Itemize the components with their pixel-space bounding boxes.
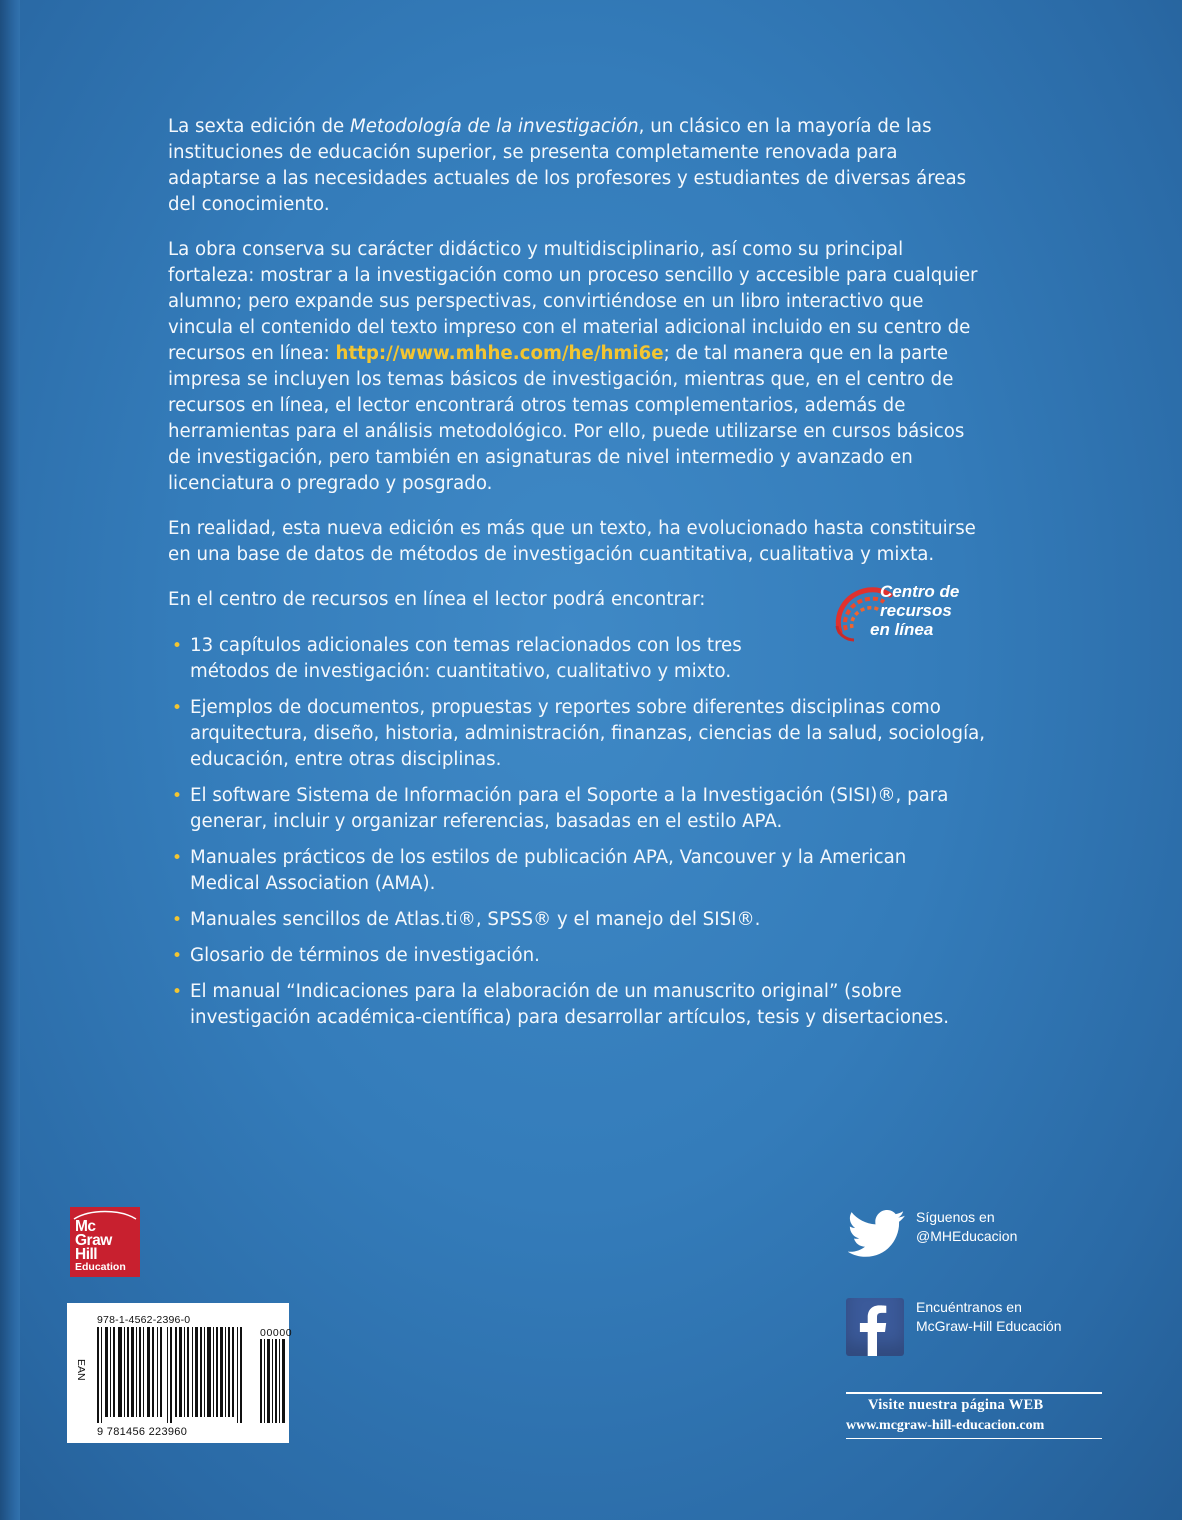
bullet-icon: • bbox=[172, 636, 183, 656]
paragraph-features: La obra conserva su carácter didáctico y multidisciplinario, así como su principal fortaleza: mostrar a la investigación como un proceso sencillo y accesible para cualquier alumno; pero expande sus perspectivas, convirtiéndose en un libro interactivo que vincula el contenido del texto impreso con el material adicional incluido en su centro de recursos en línea: http://www.mhhe.com/he/hmi6e; de tal manera que en la parte impresa se incluyen los temas básicos de investigación, mientras que, en el centro de recursos en línea, el lector encontrará otros temas complementarios, además de herramientas para el análisis metodológico. Por ello, puede utilizarse en cursos básicos de investigación, pero también en asignaturas de nivel intermedio y avanzado en licenciatura o pregrado y posgrado. bbox=[168, 239, 978, 494]
list-intro: En el centro de recursos en línea el lector podrá encontrar: bbox=[168, 589, 706, 610]
website-label: Visite nuestra página WEB bbox=[868, 1396, 1044, 1413]
website-block[interactable] bbox=[846, 1392, 1102, 1439]
bullet-icon: • bbox=[172, 848, 183, 868]
isbn-barcode bbox=[67, 1303, 293, 1443]
resource-list bbox=[168, 633, 988, 1031]
divider bbox=[846, 1438, 1102, 1440]
list-item: • Ejemplos de documentos, propuestas y reportes sobre diferentes disciplinas como arquitectura, diseño, historia, administración, finanzas, ciencias de la salud, sociología, educación, entre otras disciplinas. bbox=[172, 697, 986, 770]
ean-label: EAN bbox=[75, 1359, 87, 1381]
badge-label: Centro de recursos en línea bbox=[870, 582, 960, 639]
list-item: • Manuales sencillos de Atlas.ti®, SPSS® y el manejo del SISI®. bbox=[168, 907, 988, 933]
barcode-addon-number: 00000 bbox=[260, 1327, 293, 1339]
twitter-label: Síguenos en @MHEducacion bbox=[916, 1209, 1018, 1244]
bullet-icon: • bbox=[172, 786, 183, 806]
facebook-label: Encuéntranos en McGraw-Hill Educación bbox=[916, 1299, 1062, 1334]
twitter-bird-icon bbox=[848, 1210, 906, 1258]
ean-digits: 9 781456 223960 bbox=[97, 1426, 188, 1438]
resource-center-link[interactable]: http://www.mhhe.com/he/hmi6e bbox=[335, 343, 664, 364]
paragraph-database: En realidad, esta nueva edición es más que un texto, ha evolucionado hasta constituirse en una base de datos de métodos de investigación cuantitativa, cualitativa y mixta. bbox=[168, 518, 976, 565]
divider bbox=[846, 1392, 1102, 1394]
website-url[interactable]: www.mcgraw-hill-educacion.com bbox=[846, 1417, 1045, 1433]
barcode-bars bbox=[97, 1327, 247, 1423]
facebook-icon bbox=[846, 1298, 904, 1356]
bullet-icon: • bbox=[172, 946, 183, 966]
book-spine bbox=[0, 0, 20, 1520]
mcgraw-hill-logo: Mc Graw Hill Education bbox=[70, 1207, 140, 1277]
list-item: • El manual “Indicaciones para la elaboración de un manuscrito original” (sobre investigación académica-científica) para desarrollar artículos, tesis y disertaciones. bbox=[172, 981, 949, 1028]
list-item: • Manuales prácticos de los estilos de publicación APA, Vancouver y la American Medical Association (AMA). bbox=[172, 847, 907, 894]
bullet-icon: • bbox=[172, 982, 183, 1002]
paragraph-intro: La sexta edición de Metodología de la investigación, un clásico en la mayoría de las instituciones de educación superior, se presenta completamente renovada para adaptarse a las necesidades actuales de los profesores y estudiantes de diversas áreas del conocimiento. bbox=[168, 116, 967, 215]
back-cover-description bbox=[168, 114, 988, 1041]
bullet-icon: • bbox=[172, 698, 183, 718]
bullet-icon: • bbox=[172, 910, 183, 930]
list-item: • Glosario de términos de investigación. bbox=[168, 943, 988, 969]
list-item: • 13 capítulos adicionales con temas relacionados con los tres métodos de investigación: cuantitativo, cualitativo y mixto. bbox=[172, 635, 742, 682]
addon-bars bbox=[260, 1339, 286, 1423]
book-title: Metodología de la investigación bbox=[350, 116, 639, 137]
resource-center-badge bbox=[832, 580, 1022, 642]
isbn-number: 978-1-4562-2396-0 bbox=[97, 1314, 191, 1326]
list-item: • El software Sistema de Información para el Soporte a la Investigación (SISI)®, para generar, incluir y organizar referencias, basadas en el estilo APA. bbox=[172, 785, 949, 832]
